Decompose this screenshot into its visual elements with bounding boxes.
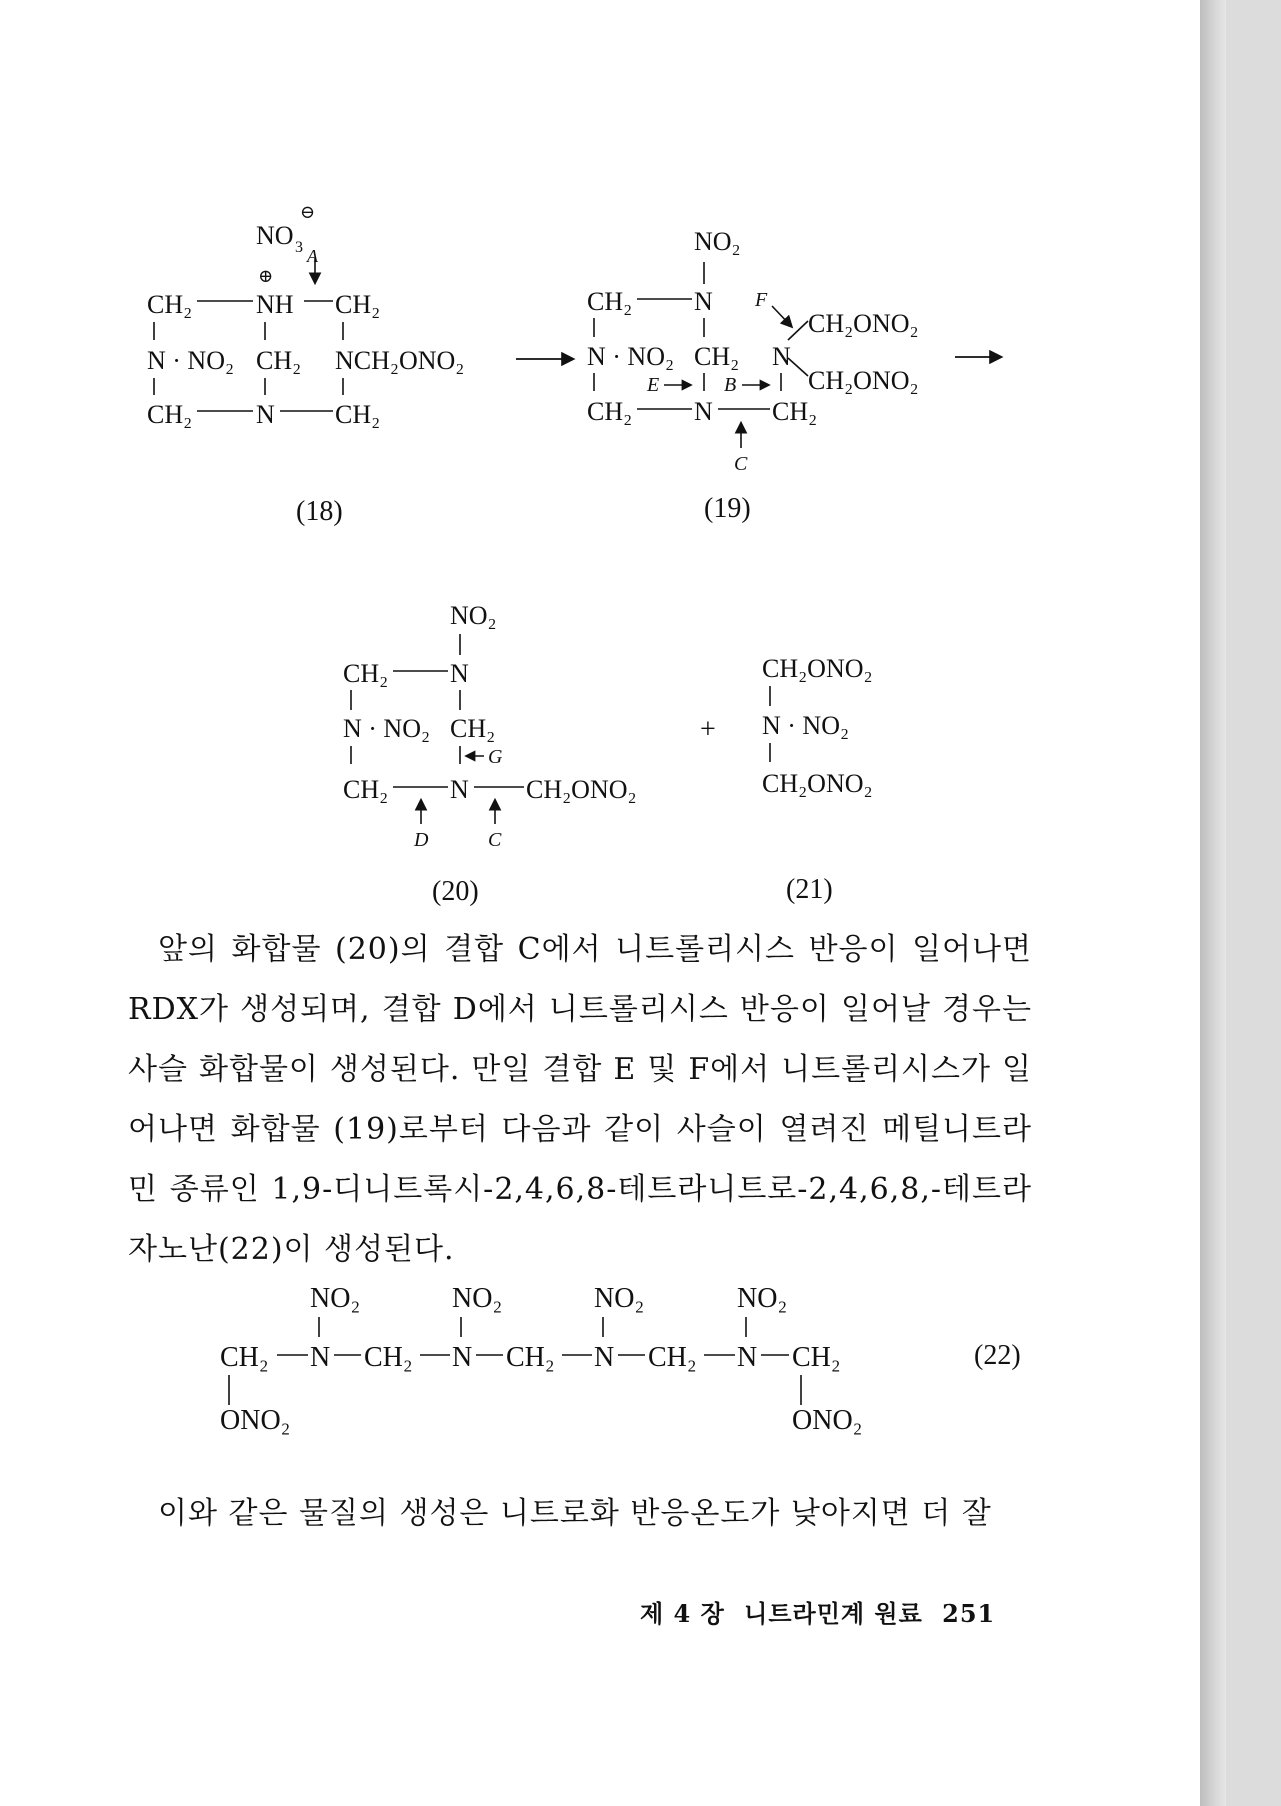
page-background (1226, 0, 1281, 1806)
fig20-bond-g: G (488, 746, 503, 768)
fig22-ch2-5: CH₂ (792, 1342, 841, 1373)
paragraph-2 (128, 1484, 1032, 1544)
fig19-ch2ono2-lower: CH₂ONO₂ (808, 366, 919, 395)
fig20-ch2-top: CH₂ (343, 659, 389, 688)
paragraph-1-text: 앞의 화합물 (20)의 결합 C에서 니트롤리시스 반응이 일어나면 RDX가 생성되며, 결합 D에서 니트롤리시스 반응이 일어날 경우는 사슬 화합물이 생성된다. 만일 결합 E 및 F에서 니트롤리시스가 일어나면 화합물 (19)로부터 다음과 같이 사슬이 열려진 메틸니트라민 종류인 1,9-디니트록시-2,4,6,8-테트라니트로-2,4,6,8,-테트라자노난(22)이 생성된다. (128, 932, 1032, 1267)
fig21-ch2ono2-top: CH₂ONO₂ (762, 654, 873, 683)
fig22-n-4: N (737, 1342, 758, 1373)
fig18-nitrate-subscript: 3 (295, 239, 303, 256)
compound-19 (587, 227, 919, 524)
compound-22 (220, 1283, 1021, 1436)
fig19-ch2-bottom-right: CH₂ (772, 397, 818, 426)
fig18-n-no2: N · NO₂ (147, 346, 235, 375)
fig20-n-no2: N · NO₂ (343, 714, 431, 743)
fig19-no2-top: NO₂ (694, 227, 741, 256)
fig22-ch2-3: CH₂ (506, 1342, 555, 1373)
fig22-n-3: N (594, 1342, 615, 1373)
fig19-n-right: N (772, 342, 791, 371)
fig18-ch2-top-right: CH₂ (335, 290, 381, 319)
footer-chapter: 제 4 장 (640, 1599, 725, 1628)
fig19-ch2-middle: CH₂ (694, 342, 740, 371)
plus-sign: + (700, 714, 716, 745)
fig18-nitrate: NO (256, 221, 294, 250)
paragraph-1 (128, 920, 1032, 1280)
fig18-label: (18) (296, 496, 343, 527)
fig20-ch2-middle: CH₂ (450, 714, 496, 743)
fig22-ch2-2: CH₂ (364, 1342, 413, 1373)
fig20-bond-c: C (488, 829, 502, 851)
fig18-anion-sign: ⊖ (300, 202, 316, 222)
fig20-ch2ono2: CH₂ONO₂ (526, 775, 637, 804)
fig18-ch2-top-left: CH₂ (147, 290, 193, 319)
fig18-nh: NH (256, 290, 294, 319)
fig22-ch2-4: CH₂ (648, 1342, 697, 1373)
fig19-ch2-bottom-left: CH₂ (587, 397, 633, 426)
fig22-no2-2: NO₂ (452, 1283, 503, 1314)
paragraph-2-text: 이와 같은 물질의 생성은 니트로화 반응온도가 낮아지면 더 잘 (158, 1496, 992, 1531)
fig19-bond-c: C (734, 453, 748, 475)
fig22-ono2-left: ONO₂ (220, 1405, 291, 1436)
fig22-ono2-right: ONO₂ (792, 1405, 863, 1436)
fig20-label: (20) (432, 876, 479, 907)
fig22-n-2: N (452, 1342, 473, 1373)
fig19-label: (19) (704, 493, 751, 524)
fig18-nch2ono2: NCH₂ONO₂ (335, 346, 465, 375)
fig19-n-top: N (694, 287, 713, 316)
page-footer (640, 1594, 1005, 1629)
footer-page-number: 251 (942, 1599, 996, 1628)
footer-title: 니트라민계 원료 (744, 1599, 923, 1628)
fig22-n-1: N (310, 1342, 331, 1373)
fig19-bond-b: B (724, 374, 737, 396)
fig21-n-no2: N · NO₂ (762, 711, 850, 740)
fig20-n-bottom: N (450, 775, 469, 804)
fig19-bond-f: F (755, 289, 768, 311)
fig20-bond-d: D (414, 829, 429, 851)
compound-21 (700, 654, 873, 905)
compound-20 (343, 601, 637, 907)
fig21-label: (21) (786, 874, 833, 905)
fig18-bond-a: A (307, 246, 318, 266)
fig19-bond-e: E (647, 374, 660, 396)
fig22-no2-3: NO₂ (594, 1283, 645, 1314)
fig18-n-bottom: N (256, 400, 275, 429)
fig22-no2-4: NO₂ (737, 1283, 788, 1314)
fig21-ch2ono2-bottom: CH₂ONO₂ (762, 769, 873, 798)
fig20-ch2-bottom: CH₂ (343, 775, 389, 804)
fig22-no2-1: NO₂ (310, 1283, 361, 1314)
fig18-ch2-bottom-left: CH₂ (147, 400, 193, 429)
fig20-n-top: N (450, 659, 469, 688)
fig19-ch2-top-left: CH₂ (587, 287, 633, 316)
fig19-n-bottom: N (694, 397, 713, 426)
fig19-ch2ono2-upper: CH₂ONO₂ (808, 309, 919, 338)
fig18-cation-sign: ⊕ (258, 266, 274, 286)
fig22-ch2-1: CH₂ (220, 1342, 269, 1373)
compound-18 (147, 202, 464, 527)
fig19-n-no2: N · NO₂ (587, 342, 675, 371)
fig18-ch2-bottom-right: CH₂ (335, 400, 381, 429)
fig22-label: (22) (974, 1340, 1021, 1371)
fig18-ch2-middle: CH₂ (256, 346, 302, 375)
fig20-no2-top: NO₂ (450, 601, 497, 630)
